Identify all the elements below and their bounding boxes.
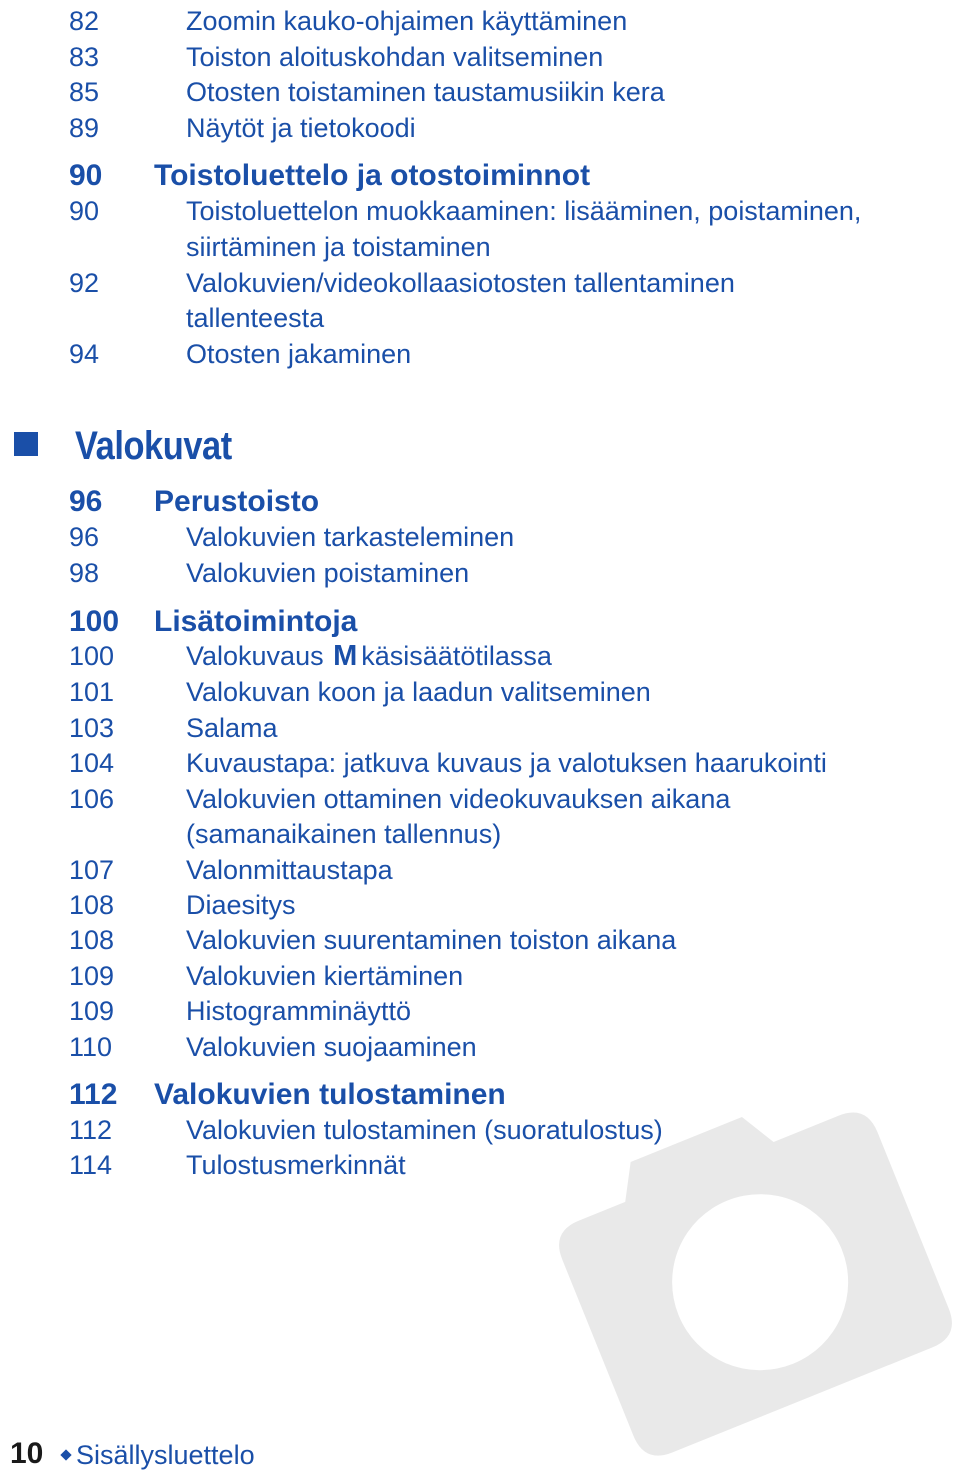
toc-group-page: 112 (69, 1078, 118, 1111)
section-bullet-icon (14, 432, 38, 456)
toc-entry-page: 89 (69, 113, 100, 143)
toc-entry-page: 107 (69, 855, 115, 885)
toc-entry-title: Salama (186, 713, 278, 743)
toc-entry-page: 114 (69, 1150, 113, 1180)
toc-entry-page: 82 (69, 6, 100, 36)
toc-entry-page: 85 (69, 77, 100, 107)
toc-entry-title: Histogramminäyttö (186, 996, 412, 1026)
toc-entry-page: 83 (69, 42, 100, 72)
toc-entry-title: Toistoluettelon muokkaaminen: lisääminen, poistaminen, (186, 196, 862, 226)
toc-entry-page: 90 (69, 196, 100, 226)
toc-entry-title: Valokuvien ottaminen videokuvauksen aikana (186, 784, 731, 814)
toc-entry-title: Otosten toistaminen taustamusiikin kera (186, 77, 665, 107)
toc-entry-page: 103 (69, 713, 115, 743)
manual-mode-icon: M (333, 640, 358, 672)
toc-group-page: 96 (69, 485, 103, 518)
toc-entry-title: Valokuvien tulostaminen (suoratulostus) (186, 1115, 663, 1145)
toc-entry-page: 109 (69, 961, 115, 991)
toc-entry-page: 100 (69, 641, 115, 671)
toc-entry-title-end: käsisäätötilassa (361, 641, 552, 671)
toc-entry-title: Valokuvien/videokollaasiotosten tallentaminen (186, 268, 735, 298)
toc-group-title: Toistoluettelo ja otostoiminnot (154, 159, 591, 192)
toc-entry-title (186, 639, 552, 674)
diamond-separator-icon (60, 1449, 71, 1460)
toc-entry-title: Valokuvien tarkasteleminen (186, 522, 515, 552)
page-number: 10 (10, 1437, 44, 1470)
toc-entry-title: Valokuvien suojaaminen (186, 1032, 477, 1062)
toc-entry-page: 94 (69, 339, 100, 369)
toc-entry-title-continued: (samanaikainen tallennus) (186, 819, 502, 849)
toc-entry-title: Valokuvan koon ja laadun valitseminen (186, 677, 651, 707)
toc-entry-title: Valonmittaustapa (186, 855, 393, 885)
toc-entry-title: Toiston aloituskohdan valitseminen (186, 42, 604, 72)
toc-entry-page: 92 (69, 268, 100, 298)
toc-entry-title: Valokuvien poistaminen (186, 558, 470, 588)
toc-group-page: 90 (69, 159, 103, 192)
toc-entry-page: 98 (69, 558, 100, 588)
toc-entry-title: Tulostusmerkinnät (186, 1150, 406, 1180)
toc-group-title: Perustoisto (154, 485, 320, 518)
toc-entry-title: Valokuvien kiertäminen (186, 961, 464, 991)
toc-group-page: 100 (69, 605, 120, 638)
toc-entry-page: 108 (69, 925, 115, 955)
toc-entry-title: Otosten jakaminen (186, 339, 412, 369)
toc-entry-title: Diaesitys (186, 890, 296, 920)
toc-entry-title: Zoomin kauko-ohjaimen käyttäminen (186, 6, 628, 36)
toc-entry-page: 101 (69, 677, 115, 707)
toc-entry-page: 112 (69, 1115, 113, 1145)
camera-watermark-icon (505, 1045, 960, 1475)
toc-entry-page: 96 (69, 522, 100, 552)
toc-entry-page: 106 (69, 784, 115, 814)
toc-entry-page: 109 (69, 996, 115, 1026)
toc-entry-title: Kuvaustapa: jatkuva kuvaus ja valotuksen haarukointi (186, 748, 827, 778)
toc-entry-page: 110 (69, 1032, 113, 1062)
toc-entry-title-continued: tallenteesta (186, 303, 325, 333)
toc-group-title: Lisätoimintoja (154, 605, 358, 638)
toc-entry-title: Näytöt ja tietokoodi (186, 113, 416, 143)
toc-entry-page: 104 (69, 748, 115, 778)
toc-entry-title-continued: siirtäminen ja toistaminen (186, 232, 491, 262)
section-title: Valokuvat (75, 424, 232, 468)
toc-entry-title: Valokuvien suurentaminen toiston aikana (186, 925, 677, 955)
toc-group-title: Valokuvien tulostaminen (154, 1078, 506, 1111)
toc-entry-page: 108 (69, 890, 115, 920)
toc-entry-title-start: Valokuvaus (186, 641, 324, 671)
footer-label: Sisällysluettelo (76, 1440, 255, 1470)
